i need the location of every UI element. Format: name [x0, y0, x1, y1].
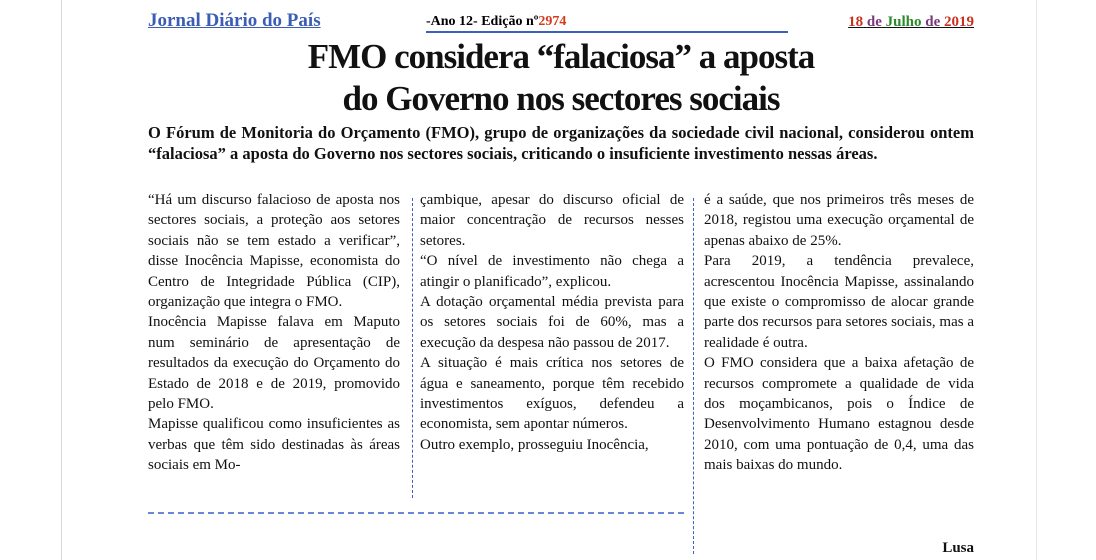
paragraph: O FMO considera que a baixa afetação de recursos compromete a qualidade de vida dos moçambicanos, pois o Índice de Desenvolvimento Humano estagnou desde 2010, com uma pontuação de 0,4, uma das mais baixas do mundo.	[704, 355, 974, 474]
paragraph: Inocência Mapisse falava em Maputo num seminário de apresentação de resultados da execução do Orçamento do Estado de 2018 e de 2019, promovido pelo FMO.	[148, 314, 400, 413]
article-column-3	[704, 190, 974, 476]
newspaper-brand: Jornal Diário do País	[148, 10, 321, 31]
column-divider	[693, 198, 695, 554]
article-column-2	[420, 190, 684, 455]
article-signature: Lusa	[942, 540, 974, 556]
masthead	[148, 10, 974, 34]
dashed-separator	[148, 512, 684, 514]
article-column-1	[148, 190, 400, 476]
date-month: Julho	[885, 14, 922, 30]
paragraph: çambique, apesar do discurso oficial de maior concentração de recursos nesses setores.	[420, 192, 684, 249]
paragraph: Outro exemplo, prosseguiu Inocência,	[420, 436, 649, 453]
date-year: 2019	[944, 14, 974, 30]
column-divider	[412, 198, 414, 498]
masthead-rule	[426, 31, 788, 33]
paragraph: A situação é mais crítica nos setores de água e saneamento, porque têm recebido investimentos exíguos, defendeu a economista, sem apontar números.	[420, 355, 684, 433]
paragraph: “Há um discurso falacioso de aposta nos sectores sociais, a proteção aos setores sociais não se tem estado a verificar”, disse Inocência Mapisse, economista do Centro de Integridade Pública (CIP), organização que integra o FMO.	[148, 192, 400, 311]
issue-date	[848, 14, 974, 31]
paragraph: “O nível de investimento não chega a atingir o planificado”, explicou.	[420, 253, 684, 290]
headline-line-2: do Governo nos sectores sociais	[342, 79, 780, 118]
edition-label	[426, 14, 566, 30]
date-de-1: de	[866, 14, 882, 30]
paragraph: Para 2019, a tendência prevalece, acrescentou Inocência Mapisse, assinalando que existe o compromisso de alocar grande parte dos recursos para setores sociais, mas a realidade é outra.	[704, 253, 974, 351]
edition-text: -Ano 12- Edição nº	[426, 14, 539, 29]
paragraph: Mapisse qualificou como insuficientes as verbas que têm sido destinadas às áreas sociais em Mo-	[148, 416, 400, 474]
article-lead: O Fórum de Monitoria do Orçamento (FMO), grupo de organizações da sociedade civil nacional, considerou ontem “falaciosa” a aposta do Governo nos sectores sociais, criticando o insuficiente investimento nessas áreas.	[148, 123, 974, 163]
date-de-2: de	[925, 14, 941, 30]
edition-number: 2974	[538, 14, 567, 29]
headline-line-1: FMO considera “falaciosa” a aposta	[307, 37, 815, 76]
paragraph: é a saúde, que nos primeiros três meses de 2018, registou uma execução orçamental de apenas abaixo de 25%.	[704, 192, 974, 249]
paragraph: A dotação orçamental média prevista para os setores sociais foi de 60%, mas a execução da despesa não passou de 2017.	[420, 294, 684, 351]
article-headline	[148, 36, 974, 120]
date-day: 18	[848, 14, 864, 30]
